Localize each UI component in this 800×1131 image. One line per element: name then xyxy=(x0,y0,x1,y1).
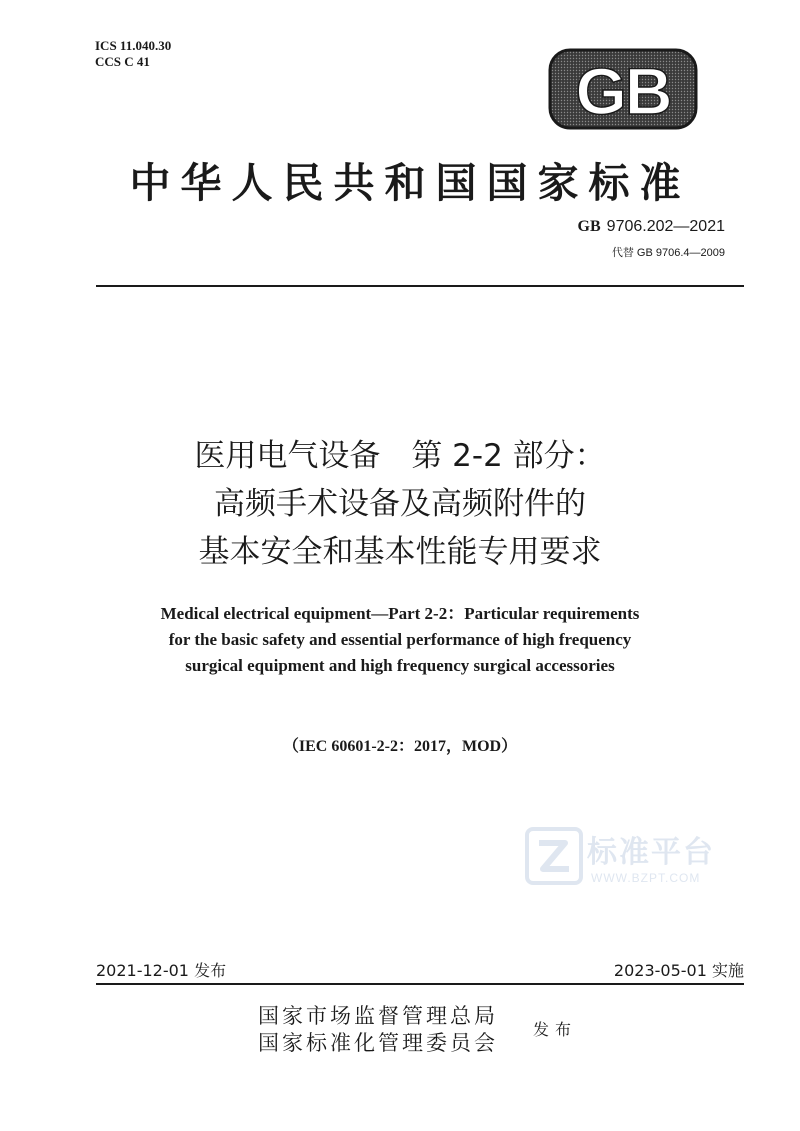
classification-codes xyxy=(95,38,171,70)
gb-logo xyxy=(548,48,698,130)
standard-number-value: 9706.202—2021 xyxy=(606,218,725,235)
watermark-text: 标准平台 xyxy=(587,835,715,870)
watermark xyxy=(525,823,735,893)
english-title-line-2: for the basic safety and essential performance of high frequency xyxy=(168,630,632,649)
english-title xyxy=(40,601,760,679)
issuer-sac: 国家标准化管理委员会 xyxy=(258,1031,498,1055)
standard-number-prefix: GB xyxy=(577,218,601,235)
ics-code: ICS 11.040.30 xyxy=(95,38,172,53)
chinese-title-line-1: 医用电气设备 第 2-2 部分： xyxy=(194,438,606,474)
chinese-title-line-3: 基本安全和基本性能专用要求 xyxy=(198,534,602,570)
publish-label: 发布 xyxy=(533,1020,578,1039)
adoption-reference: （IEC 60601-2-2：2017，MOD） xyxy=(282,738,518,755)
bottom-divider xyxy=(96,983,744,985)
english-title-line-1: Medical electrical equipment—Part 2-2：Particular requirements xyxy=(160,604,640,623)
gb-logo-text: GB xyxy=(575,54,671,128)
issue-date: 2021-12-01 发布 xyxy=(96,961,227,980)
watermark-url: WWW.BZPT.COM xyxy=(591,871,701,885)
implementation-date: 2023-05-01 实施 xyxy=(613,961,744,980)
issuing-authorities xyxy=(258,1003,498,1057)
replaces-standard: 代替 GB 9706.4—2009 xyxy=(611,247,725,259)
ccs-code: CCS C 41 xyxy=(95,54,150,69)
top-divider xyxy=(96,285,744,287)
standard-category-title: 中华人民共和国国家标准 xyxy=(129,159,691,207)
chinese-title xyxy=(40,432,760,576)
standard-number xyxy=(578,218,725,236)
issuer-samr: 国家市场监督管理总局 xyxy=(258,1004,498,1028)
english-title-line-3: surgical equipment and high frequency surgical accessories xyxy=(185,656,615,675)
standard-number-block xyxy=(578,218,725,260)
watermark-logo-icon xyxy=(525,827,583,885)
chinese-title-line-2: 高频手术设备及高频附件的 xyxy=(214,486,586,522)
